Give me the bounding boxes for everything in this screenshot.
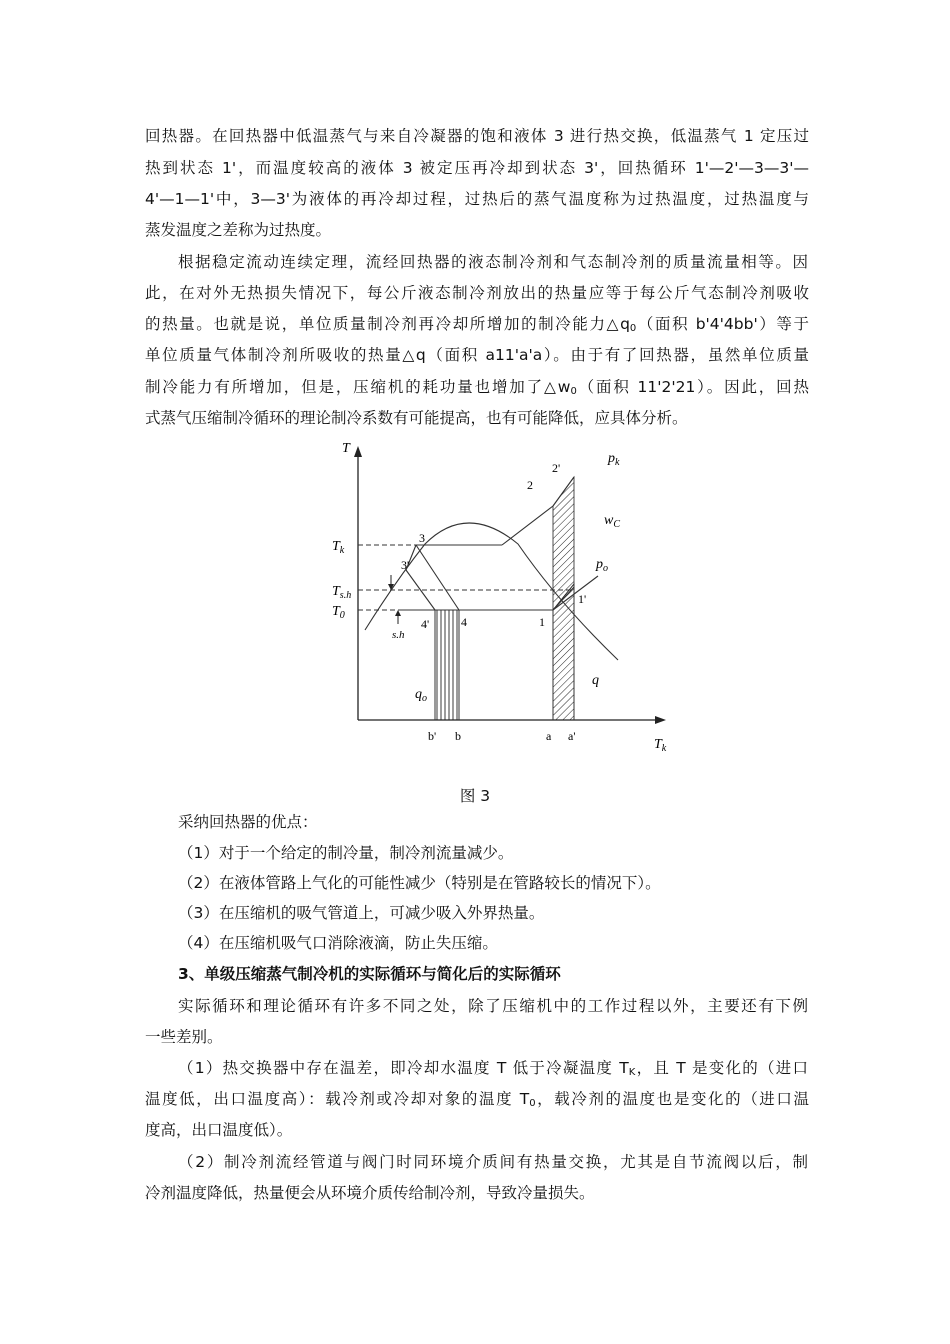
section3-p2-line-2: [145, 1089, 809, 1114]
advantage-item-1: （1）对于一个给定的制冷量，制冷剂流量减少。: [178, 844, 514, 862]
wc-label: [604, 513, 620, 530]
q0-label-main: q: [415, 687, 422, 702]
ts-diagram: [320, 432, 680, 762]
para2-line-3: [145, 314, 809, 339]
para2-line-5: [145, 377, 809, 402]
section3-p3-line-2: 冷剂温度降低，热量便会从环境介质传给制冷剂，导致冷量损失。: [145, 1184, 595, 1202]
a-label: a: [546, 729, 552, 743]
point-2p-label: 2': [552, 461, 561, 475]
x-axis-label-sub: k: [661, 743, 667, 754]
advantage-item-2: （2）在液体管路上气化的可能性减少（特别是在管路较长的情况下）。: [178, 874, 661, 892]
y-axis-arrow: [354, 446, 362, 457]
para2-line-2: 此，在对外无热损失情况下，每公斤液态制冷剂放出的热量应等于每公斤气态制冷剂吸收: [145, 284, 809, 302]
t0-label: [332, 604, 345, 621]
section3-p2-line-1a: （1）热交换器中存在温差，即冷却水温度 T 低于冷凝温度 T: [178, 1059, 629, 1077]
b-label: b: [455, 729, 461, 743]
tk-label-main: T: [332, 539, 340, 554]
point-4-label: 4: [461, 615, 467, 629]
q0-label: [415, 687, 427, 704]
pk-label: [607, 451, 620, 468]
figure-caption: 图 3: [459, 787, 491, 805]
t0-label-main: T: [332, 604, 340, 619]
t0-label-sub: 0: [339, 610, 345, 621]
para2-line-5b: （面积 11'2'21）。因此，回热: [576, 378, 809, 396]
section3-p1-line-1: 实际循环和理论循环有许多不同之处，除了压缩机中的工作过程以外，主要还有下例: [178, 997, 808, 1015]
para2-line-3a: 的热量。也就是说，单位质量制冷剂再冷却所增加的制冷能力△q: [145, 315, 630, 333]
tk-label: [332, 539, 345, 556]
para2-line-3b: （面积 b'4'4bb'）等于: [636, 315, 810, 333]
throttle-line-3-4: [416, 545, 459, 610]
tk-label-sub: k: [339, 545, 345, 556]
para1-line-4: 蒸发温度之差称为过热度。: [145, 221, 332, 239]
q0-subscript: 0: [629, 323, 637, 334]
pk-label-main: p: [608, 451, 615, 466]
q0-label-sub: o: [422, 693, 427, 704]
wc-label-sub: C: [613, 519, 621, 530]
advantage-item-4: （4）在压缩机吸气口消除液滴，防止失压缩。: [178, 934, 498, 952]
para1-line-2: 热到状态 1'，而温度较高的液体 3 被定压再冷却到状态 3'，回热循环 1'—2'—3—3'—: [145, 159, 809, 177]
p0-label-main: p: [596, 557, 603, 572]
section3-p2-line-1: [178, 1058, 808, 1083]
advantages-title: 采纳回热器的优点：: [178, 813, 318, 831]
para2-line-1: 根据稳定流动连续定理，流经回热器的液态制冷剂和气态制冷剂的质量流量相等。因: [178, 253, 808, 271]
x-axis-label-main: T: [654, 737, 662, 752]
para2-line-5a: 制冷能力有所增加，但是，压缩机的耗功量也增加了△w: [145, 378, 571, 396]
section3-p1-line-2: 一些差别。: [145, 1028, 223, 1046]
area-q0-extra: [435, 610, 459, 720]
q-label: q: [592, 673, 599, 688]
wc-label-main: w: [604, 513, 614, 528]
section-heading: 3、单级压缩蒸气制冷机的实际循环与简化后的实际循环: [178, 965, 561, 983]
y-axis-label: T: [342, 441, 350, 456]
section3-p2-line-2a: 温度低，出口温度高）：载冷剂或冷却对象的温度 T: [145, 1090, 530, 1108]
advantage-item-3: （3）在压缩机的吸气管道上，可减少吸入外界热量。: [178, 904, 545, 922]
bp-label: b': [428, 729, 437, 743]
section3-p2-line-3: 度高，出口温度低）。: [145, 1121, 293, 1139]
para1-line-3: 4'—1—1'中，3—3'为液体的再冷却过程，过热后的蒸气温度称为过热温度，过热温度与: [145, 190, 809, 208]
x-axis-arrow: [655, 716, 666, 724]
section3-p2-line-1b: ，且 T 是变化的（进口: [635, 1059, 808, 1077]
sh-arrowhead-up: [395, 610, 401, 616]
section3-p2-line-2b: ，载冷剂的温度也是变化的（进口温: [535, 1090, 809, 1108]
pk-label-sub: k: [615, 457, 620, 468]
para2-line-6: 式蒸气压缩制冷循环的理论制冷系数有可能提高，也有可能降低，应具体分析。: [145, 409, 688, 427]
tsh-label: [332, 584, 351, 601]
point-3-label: 3: [419, 531, 425, 545]
point-3p-label: 3': [401, 558, 410, 572]
p0-label: [595, 557, 608, 574]
point-1-label: 1: [539, 615, 545, 629]
point-4p-label: 4': [421, 617, 430, 631]
ap-label: a': [568, 729, 576, 743]
section3-p3-line-1: （2）制冷剂流经管道与阀门时同环境介质间有热量交换，尤其是自节流阀以后，制: [178, 1153, 808, 1171]
x-axis-label: [654, 737, 667, 754]
point-2-label: 2: [527, 478, 533, 492]
t0-subscript: 0: [529, 1098, 536, 1109]
sh-label: s.h: [392, 629, 405, 641]
superheat-line-2: [502, 506, 553, 545]
para1-line-1: 回热器。在回热器中低温蒸气与来自冷凝器的饱和液体 3 进行热交换，低温蒸气 1 定压过: [145, 127, 809, 145]
p0-label-sub: o: [603, 563, 608, 574]
tsh-label-main: T: [332, 584, 340, 599]
point-1p-label: 1': [578, 592, 587, 606]
w0-subscript: 0: [570, 386, 577, 397]
para2-line-4: 单位质量气体制冷剂所吸收的热量△q（面积 a11'a'a）。由于有了回热器，虽然单位质量: [145, 346, 809, 364]
tk-subscript: K: [628, 1067, 636, 1078]
tsh-label-sub: s.h: [339, 590, 352, 601]
